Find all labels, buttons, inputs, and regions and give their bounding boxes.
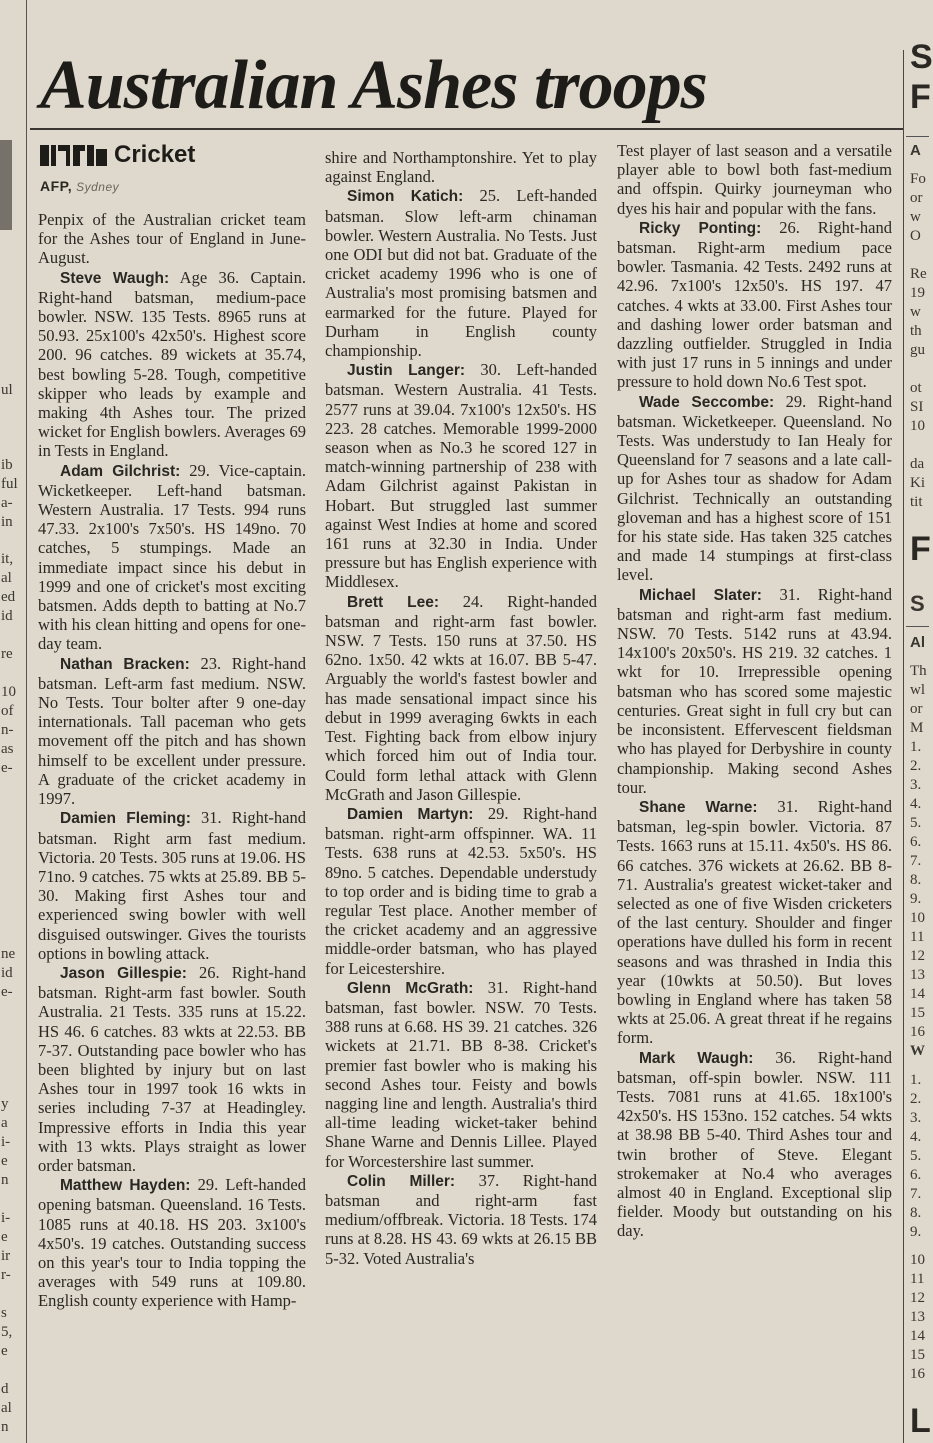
fragment: Ki	[910, 475, 925, 491]
fragment: 5.	[910, 1148, 922, 1164]
fragment: da	[910, 456, 925, 472]
player-bio: 29. Vice-captain. Wicketkeeper. Left-hand batsman. Western Australia. 17 Tests. 994 runs 47.33. 2x100's 7x50's. HS 149no. 70 catches, 5 stumpings. Made an immediate impact since his debut in 1999 and one of cricket's most exciting batsmen. Adds depth to batting at No.7 with his clean hitting and opens for one-day team.	[38, 460, 306, 654]
fragment-rule	[906, 136, 929, 137]
player-entry	[617, 585, 892, 797]
fragment: 13	[910, 1309, 925, 1325]
byline	[40, 178, 119, 194]
section-label: Cricket	[114, 141, 196, 168]
player-entry	[38, 808, 306, 963]
fragment: w	[910, 304, 921, 320]
fragment: 9.	[910, 891, 922, 907]
fragment: S	[910, 38, 933, 76]
fragment: 2.	[910, 758, 922, 774]
player-entry	[617, 392, 892, 585]
fragment: w	[910, 209, 921, 225]
fragment: 3.	[910, 777, 922, 793]
fragment: Re	[910, 266, 927, 282]
fragment: ib	[1, 457, 13, 473]
fragment: n-	[1, 722, 14, 738]
player-bio: 29. Left-handed opening batsman. Queensland. 16 Tests. 1085 runs at 40.18. HS 203. 3x100's 4x50's. 19 catches. Outstanding success on this year's tour to India topping the averages with 549 runs at 109.80. English county experience with Hamp-	[38, 1175, 307, 1311]
fragment: ul	[1, 382, 13, 398]
fragment: 11	[910, 929, 925, 945]
fragment: r-	[1, 1267, 11, 1283]
player-entry	[38, 963, 306, 1175]
fragment: L	[910, 1402, 931, 1440]
player-entry	[325, 804, 597, 978]
player-name: Justin Langer:	[347, 362, 466, 380]
fragment: 15	[910, 1347, 925, 1363]
player-name: Mark Waugh:	[639, 1049, 754, 1067]
player-bio: 24. Right-handed batsman and right-arm fast bowler. NSW. 7 Tests. 150 runs at 37.50. HS 62no. 1x50. 42 wkts at 16.07. BB 5-47. Arguably the world's fastest bowler and has made sensational impact since his debut in 1999 averaging 6wkts in each Test. Fighting back from elbow injury which forced him out of India tour. Could form lethal attack with Glenn McGrath and Jason Gillespie.	[325, 591, 597, 804]
player-entry	[617, 218, 892, 392]
player-bio: Age 36. Captain. Right-hand batsman, medium-pace bowler. NSW. 135 Tests. 8965 runs at 50.93. 25x100's 42x50's. Highest score 200. 96 catches. 89 wickets at 35.74, best bowling 5-28. Tough, competitive skipper who leads by example and making 4th Ashes tour. The prized wicket for English bowlers. Averages 69 in Tests in England.	[38, 267, 306, 461]
player-bio: 31. Right-hand batsman. Right arm fast medium. Victoria. 20 Tests. 305 runs at 19.06. HS 71no. 9 catches. 75 wkts at 25.89. BB 5-30. Making first Ashes tour and experienced swing bowler with well disguised outswinger. Gives the tourists options in bowling attack.	[38, 808, 306, 963]
fragment: 12	[910, 1290, 925, 1306]
fragment: 6.	[910, 834, 922, 850]
player-entry	[38, 268, 306, 461]
fragment: 8.	[910, 1205, 922, 1221]
fragment: a	[1, 1115, 8, 1131]
headline-rule	[30, 128, 904, 130]
adjacent-photo-edge	[0, 140, 12, 230]
fragment: as	[1, 741, 14, 757]
fragment: ot	[910, 380, 922, 396]
player-bio: 31. Right-hand batsman, leg-spin bowler. Victoria. 87 Tests. 1663 runs at 15.11. 4x50's. HS 86. 66 catches. 376 wickets at 26.62. BB 8-71. Australia's greatest wicket-taker and selected as one of five Wisden cricketers of the last century. Shoulder and finger operations have dulled his form in recent seasons and was thrashed in India this year (10wkts at 50.50). But loves bowling in England where has taken 58 wkts at 25.06. A great threat if he regains form.	[617, 796, 893, 1048]
player-name: Colin Miller:	[347, 1172, 456, 1190]
fragment: gu	[910, 342, 925, 358]
fragment: A	[910, 142, 921, 159]
player-entry	[325, 186, 597, 360]
player-entry-continued: shire and Northamptonshire. Yet to play against England.	[325, 148, 597, 187]
fragment: F	[910, 530, 931, 568]
fragment: 16	[910, 1024, 925, 1040]
player-bio: 26. Right-hand batsman. Right-arm fast bowler. South Australia. 21 Tests. 335 runs at 15.22. HS 46. 6 catches. 83 wkts at 22.53. BB 7-37. Outstanding pace bowler who has been blighted by injury but on last Ashes tour in 1997 took 16 wkts in series including 7-37 at Headingley. Impressive efforts in India this year with 13 wkts. Plays straight as lower order batsman.	[38, 962, 306, 1175]
fragment: 8.	[910, 872, 922, 888]
fragment: e-	[1, 760, 13, 776]
player-bio: 29. Right-hand batsman. Wicketkeeper. Queensland. No Tests. Was understudy to Ian Healy for Queensland for 7 seasons and a late call-up for Ashes tour as shadow for Adam Gilchrist. Technically an outstanding gloveman and has a highest score of 151 for his state side. Has taken 325 catches and made 14 stumpings at first-class level.	[617, 391, 892, 585]
fragment: 15	[910, 1005, 925, 1021]
column-separator	[903, 50, 904, 1443]
article-intro: Penpix of the Australian cricket team for the Ashes tour of England in June-August.	[38, 210, 306, 268]
fragment: 1.	[910, 1072, 922, 1088]
fragment: S	[910, 591, 925, 616]
fragment: id	[1, 965, 13, 981]
player-name: Damien Martyn:	[347, 805, 474, 823]
fragment: 13	[910, 967, 925, 983]
fragment: al	[1, 1400, 12, 1416]
player-name: Glenn McGrath:	[347, 979, 474, 997]
article-column-1	[38, 210, 306, 1311]
player-name: Shane Warne:	[639, 798, 758, 816]
fragment: of	[1, 703, 14, 719]
player-bio: 37. Right-hand batsman and right-arm fast medium/offbreak. Victoria. 18 Tests. 174 runs at 8.28. HS 43. 69 wkts at 26.15 BB 5-32. Voted Australia's	[325, 1170, 597, 1268]
player-entry	[617, 1048, 892, 1241]
byline-place: Sydney	[76, 180, 120, 194]
fragment: SI	[910, 399, 924, 415]
player-bio: 26. Right-hand batsman. Right-arm medium pace bowler. Tasmania. 42 Tests. 2492 runs at 42.96. 7x100's 12x50's. HS 197. 47 catches. 4 wkts at 33.00. First Ashes tour and dashing lower order batsman and dazzling outfielder. Struggled in India with just 17 runs in 5 innings and under pressure to hold down No.6 Test spot.	[617, 217, 892, 392]
fragment: ne	[1, 946, 16, 962]
fragment: Fo	[910, 171, 926, 187]
adjacent-column-left	[0, 0, 27, 1443]
fragment: n	[1, 1172, 9, 1188]
player-name: Nathan Bracken:	[60, 655, 190, 673]
fragment: ful	[1, 476, 18, 492]
fragment: ir	[1, 1248, 11, 1264]
fragment: W	[910, 1043, 925, 1059]
player-name: Michael Slater:	[639, 586, 762, 604]
fragment: 1.	[910, 739, 922, 755]
player-bio: 31. Right-hand batsman, fast bowler. NSW. 70 Tests. 388 runs at 6.68. HS 39. 21 catches. 326 wickets at 21.71. BB 8-38. Cricket's premier fast bowler who is making his second Ashes tour. Feisty and bowls nagging line and length. Australia's third all-time leading wicket-taker behind Shane Warne and Dennis Lillee. Played for Worcestershire last summer.	[325, 977, 597, 1171]
fragment: tit	[910, 494, 923, 510]
section-logo-icon	[40, 142, 108, 168]
player-entry	[38, 1175, 306, 1310]
player-name: Simon Katich:	[347, 188, 464, 206]
fragment: e-	[1, 984, 13, 1000]
fragment: 4.	[910, 796, 922, 812]
fragment: th	[910, 323, 922, 339]
fragment: 14	[910, 986, 925, 1002]
adjacent-column-right	[906, 0, 933, 1443]
fragment: al	[1, 570, 12, 586]
article-column-2	[325, 148, 597, 1268]
fragment: O	[910, 228, 921, 244]
fragment: id	[1, 608, 13, 624]
fragment: ed	[1, 589, 16, 605]
fragment: i-	[1, 1210, 11, 1226]
fragment: or	[910, 190, 923, 206]
fragment: e	[1, 1343, 8, 1359]
player-bio: 23. Right-hand batsman. Left-arm fast medium. NSW. No Tests. Tour bolter after 9 one-day internationals. Tall paceman who gets movement off the pitch and has shown himself to be excellent under pressure. A graduate of the cricket academy in 1997.	[38, 653, 306, 809]
fragment: re	[1, 646, 13, 662]
player-name: Adam Gilchrist:	[60, 462, 181, 480]
fragment: 3.	[910, 1110, 922, 1126]
fragment: d	[1, 1381, 9, 1397]
player-bio: 31. Right-hand batsman and right-arm fast medium. NSW. 70 Tests. 5142 runs at 43.94. 14x100's 20x50's. HS 219. 32 catches. 1 wkt for 10. Irrepressible opening batsman who has scored some majestic centuries. Great sight in full cry but can be inconsistent. Effervescent fieldsman who has played for Derbyshire in county championship. Making second Ashes tour.	[617, 584, 892, 797]
fragment: or	[910, 701, 923, 717]
fragment: 12	[910, 948, 925, 964]
fragment: s	[1, 1305, 7, 1321]
player-bio: 29. Right-hand batsman. right-arm offspinner. WA. 11 Tests. 638 runs at 42.53. 5x50's. HS 89no. 5 catches. Dependable understudy to top order and is biding time to grab a regular Test place. Another member of the cricket academy and an aggressive middle-order batsman, who has played for Leicestershire.	[325, 803, 598, 978]
player-entry	[38, 654, 306, 809]
fragment: Th	[910, 663, 927, 679]
player-entry	[617, 797, 892, 1048]
player-entry	[325, 1171, 597, 1268]
player-name: Damien Fleming:	[60, 810, 191, 828]
player-name: Matthew Hayden:	[60, 1177, 191, 1195]
fragment: 19	[910, 285, 925, 301]
player-entry	[325, 978, 597, 1171]
fragment: 14	[910, 1328, 925, 1344]
player-bio: 25. Left-handed batsman. Slow left-arm chinaman bowler. Western Australia. No Tests. Just one ODI but did not bat. Graduate of the cricket academy 1996 who is one of Australia's most promising batsmen and earmarked for the future. Played for Durham in English county championship.	[325, 186, 598, 361]
player-entry	[325, 360, 597, 591]
player-bio: 30. Left-handed batsman. Western Australia. 41 Tests. 2577 runs at 39.04. 7x100's 12x50's. HS 223. 28 catches. Memorable 1999-2000 season when as No.3 he scored 127 in match-winning partnership of 238 with Adam Gilchrist against Pakistan in Hobart. But struggled last summer against West Indies at home and scored 161 runs at 32.30 in India. Under pressure but has English experience with Middlesex.	[325, 360, 597, 592]
fragment: 4.	[910, 1129, 922, 1145]
fragment: 10	[910, 910, 925, 926]
fragment: 10	[910, 418, 925, 434]
player-name: Ricky Ponting:	[639, 219, 762, 237]
player-bio: 36. Right-hand batsman, off-spin bowler. NSW. 111 Tests. 7081 runs at 41.65. 18x100's 42x50's. HS 153no. 152 catches. 54 wkts at 38.98 BB 5-40. Third Ashes tour and twin brother of Steve. Elegant strokemaker at No.4 who averages almost 40 in England. Exceptional slip fielder. Moody but outstanding on his day.	[617, 1047, 893, 1241]
fragment: it,	[1, 551, 14, 567]
player-name: Wade Seccombe:	[639, 393, 775, 411]
fragment: 10	[910, 1252, 925, 1268]
fragment: in	[1, 514, 13, 530]
byline-agency: AFP,	[40, 178, 73, 194]
fragment: i-	[1, 1134, 11, 1150]
fragment: a-	[1, 495, 13, 511]
section-tag	[40, 141, 195, 169]
fragment: 6.	[910, 1167, 922, 1183]
fragment: 7.	[910, 853, 922, 869]
player-entry	[325, 592, 597, 804]
player-name: Brett Lee:	[347, 593, 439, 611]
fragment: e	[1, 1229, 8, 1245]
fragment: M	[910, 720, 924, 736]
player-name: Steve Waugh:	[60, 269, 170, 287]
player-name: Jason Gillespie:	[60, 964, 187, 982]
fragment: e	[1, 1153, 8, 1169]
player-entry-continued: Test player of last season and a versatile player able to bowl both fast-medium and offspin. Quirky journeyman who dyes his hair and popular with the fans.	[617, 141, 892, 218]
fragment: Al	[910, 634, 925, 651]
fragment: 10	[1, 684, 16, 700]
fragment: 2.	[910, 1091, 922, 1107]
fragment: y	[1, 1096, 9, 1112]
fragment: 11	[910, 1271, 925, 1287]
headline: Australian Ashes troops	[40, 47, 707, 124]
fragment: 9.	[910, 1224, 922, 1240]
fragment: wl	[910, 682, 925, 698]
fragment: n	[1, 1419, 9, 1435]
fragment: 5,	[1, 1324, 13, 1340]
fragment: F	[910, 78, 931, 116]
fragment-rule	[906, 626, 929, 627]
fragment: 7.	[910, 1186, 922, 1202]
fragment: 5.	[910, 815, 922, 831]
article-column-3	[617, 141, 892, 1241]
player-entry	[38, 461, 306, 654]
fragment: 16	[910, 1366, 925, 1382]
